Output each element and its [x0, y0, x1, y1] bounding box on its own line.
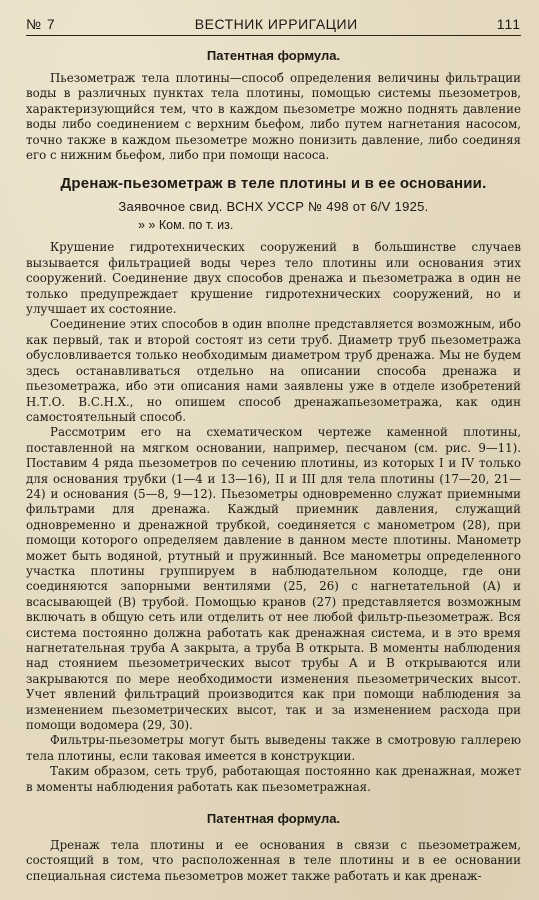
journal-title: ВЕСТНИК ИРРИГАЦИИ: [194, 16, 358, 32]
article-title: Дренаж-пьезометраж в теле плотины и в ее основании.: [60, 175, 487, 193]
page-number: 111: [496, 16, 521, 32]
patent-formula-heading-1: Патентная формула.: [206, 48, 341, 63]
application-certificate-line: Заявочное свид. ВСНХ УССР № 498 от 6/V 1925.: [118, 199, 429, 215]
article-paragraph: Фильтры-пьезометры могут быть выведены также в смотровую галлерею тела плотины, если таковая имеется в конструкции.: [26, 733, 521, 763]
article-body: [26, 240, 521, 795]
article-paragraph: Соединение этих способов в один вполне представляется возможным, ибо как первый, так и второй состоят из сети труб. Диаметр труб пьезометража обусловливается только необходимым диаметром труб дренажа. Мы не будем здесь останавливаться отдельно на описании способа дренажа и пьезометража, ибо эти описания нами заявлены уже в отделе изобретений Н.Т.О. В.С.Н.Х., но опишем способ дренажапьезометража, как один самостоятельный способ.: [26, 317, 521, 424]
article-paragraph: Крушение гидротехнических сооружений в большинстве случаев вызывается фильтрацией воды через тело плотины или основания этих сооружений. Соединение двух способов дренажа и пьезометража в один не только предупреждает крушение гидротехнических сооружений, но и улучшает их состояние.: [26, 240, 521, 317]
patent-formula-heading-2: Патентная формула.: [206, 811, 341, 827]
article-paragraph: Рассмотрим его на схематическом чертеже каменной плотины, поставленной на мягком основании, например, песчаном (см. рис. 9—11). Поставим 4 ряда пьезометров по сечению плотины, из которых I и IV только для основания трубки (1—4 и 13—16), II и III для тела плотины (17—20, 21—24) и основания (5—8, 9—12). Пьезометры одновременно служат приемными фильтрами для дренажа. Каждый приемник давления, служащий одновременно и дренажной трубкой, соединяется с манометром (28), при помощи которого определяем давление в данном месте плотины. Манометр может быть водяной, ртутный и пружинный. Все манометры определенного участка плотины группируем в наблюдательном колодце, где они соединяются запорными вентилями (25, 26) с нагнетательной (А) и всасывающей (В) трубой. Помощью кранов (27) представляется возможным включать в общую сеть или отделить от нее любой фильтр-пьезометраж. Вся система постоянно должна работать как дренажная система, и в это время нагнетательная труба А закрыта, а труба В открыта. В моменты наблюдения над стоянием пьезометрических высот трубы А и В открываются или закрываются по мере необходимости изменения пьезометрических высот. Учет явлений фильтраций производится как при помощи наблюдения за изменением пьезометрических высот, так и за изменением расхода при помощи водомера (29, 30).: [26, 425, 521, 733]
patent-formula-paragraph-1: Пьезометраж тела плотины—способ определения величины фильтрации воды в различных пунктах тела плотины, помощью системы пьезометров, характеризующийся тем, что в каждом пьезометре можно поднять давление воды либо соединением с верхним бьефом, либо путем нагнетания насосом, точно также в каждом пьезометре можно понизить давление, либо соединяя его с нижним бьефом, либо при помощи насоса.: [26, 71, 521, 163]
running-header: [26, 16, 521, 36]
committee-line: » » Ком. по т. из.: [138, 218, 234, 233]
issue-number: № 7: [26, 16, 56, 32]
article-paragraph: Таким образом, сеть труб, работающая постоянно как дренажная, может в моменты наблюдения работать как пьезометражная.: [26, 764, 521, 794]
patent-formula-paragraph-2: Дренаж тела плотины и ее основания в связи с пьезометражем, состоящий в том, что расположенная в теле плотины и в ее основании специальная система пьезометров может также работать и как дренаж-: [26, 838, 521, 883]
